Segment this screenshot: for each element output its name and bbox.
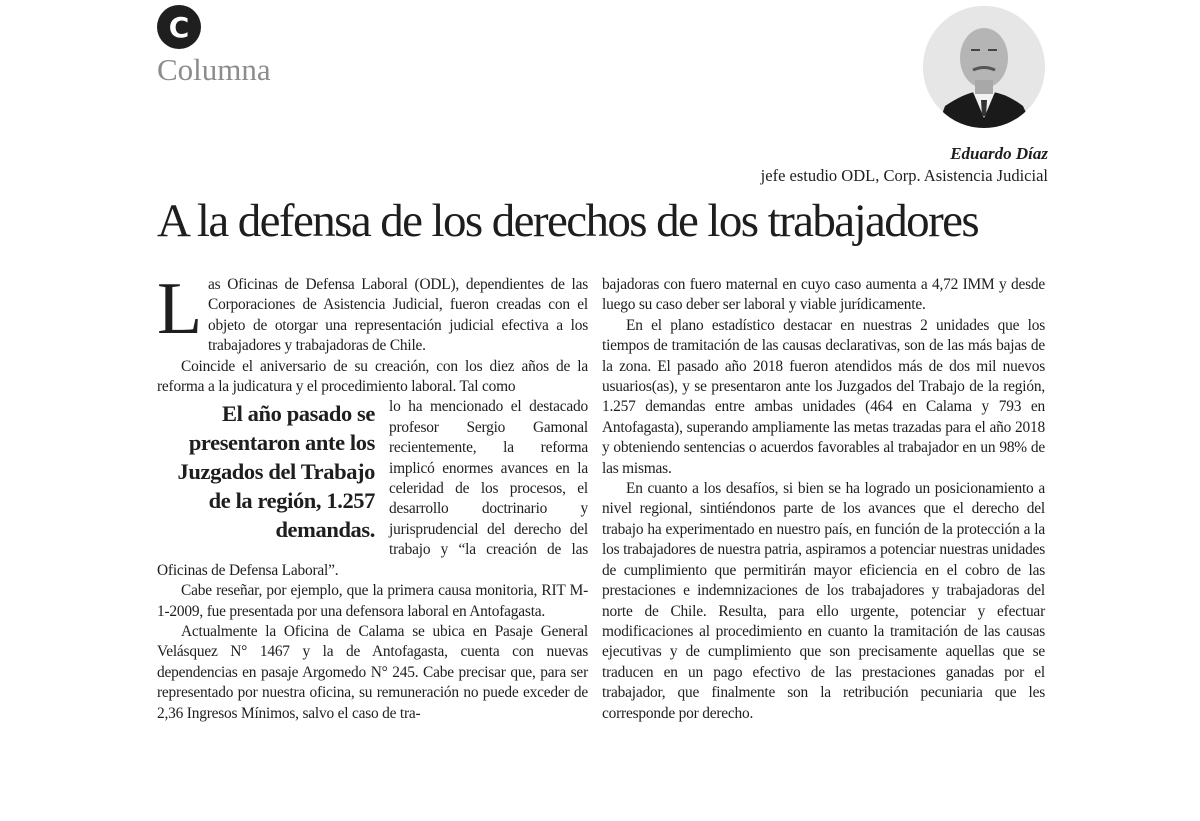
author-photo	[923, 6, 1045, 128]
byline	[761, 143, 1048, 187]
author-portrait-icon	[923, 6, 1045, 128]
drop-cap: L	[157, 268, 203, 350]
author-role: jefe estudio ODL, Corp. Asistencia Judicial	[760, 166, 1048, 185]
section-label: Columna	[157, 52, 271, 87]
paragraph-6: En cuanto a los desafíos, si bien se ha logrado un posicionamiento a nivel regional, sintiéndonos parte de los avances que el derecho del trabajo ha experimentado en nuestro país, en función de la protección a la los trabajadores de nuestra patria, aspiramos a potenciar nuestras unidades de cumplimiento que permitirán mayor eficiencia en el cobro de las prestaciones e indemnizaciones de los trabajadores y trabajadoras del norte de Chile. Resulta, para ello urgente, potenciar y efectuar modificaciones al procedimiento en cuanto la tramitación de las causas ejecutivas y de cumplimiento que son precisamente aquellas que se traducen en un pago efectivo de las prestaciones ganadas por el trabajador, que finalmente son la retribución pecuniaria que les corresponde por derecho.	[602, 480, 1045, 722]
article-column-1	[157, 268, 588, 724]
pull-quote: El año pasado se presentaron ante los Juzgados del Trabajo de la región, 1.257 demandas.	[177, 401, 375, 543]
badge-letter: C	[168, 10, 190, 44]
paragraph-3: Cabe reseñar, por ejemplo, que la primera causa monitoria, RIT M-1-2009, fue presentada por una defensora laboral en Antofagasta.	[157, 582, 588, 620]
column-badge	[157, 5, 201, 49]
paragraph-2-continued: lo ha mencionado el destacado profesor Sergio Gamonal recientemente, la reforma implicó enormes avances en la celeridad de los procesos, el desarrollo doctrinario y jurisprudencial del derecho del trabajo y “la creación de las Oficinas de Defensa Laboral”.	[157, 398, 588, 579]
paragraph-5: En el plano estadístico destacar en nuestras 2 unidades que los tiempos de tramitación de las causas declarativas, son de las más bajas de la zona. El pasado año 2018 fueron atendidos más de dos mil nuevos usuarios(as), y se presentaron ante los Juzgados del Trabajo de la región, 1.257 demandas entre ambas unidades (464 en Calama y 793 en Antofagasta), superando ampliamente las metas trazadas para el año 2018 y obteniendo sentencias o acuerdos favorables al trabajador en un 98% de las mismas.	[602, 316, 1045, 477]
author-name: Eduardo Díaz	[950, 144, 1048, 163]
paragraph-4-continued: bajadoras con fuero maternal en cuyo caso aumenta a 4,72 IMM y desde luego su caso deber ser laboral y viable jurídicamente.	[602, 276, 1045, 314]
paragraph-2: Coincide el aniversario de su creación, con los diez años de la reforma a la judicatura y el procedimiento laboral. Tal como	[157, 357, 588, 396]
article-column-2	[602, 275, 1045, 724]
article-title: A la defensa de los derechos de los trabajadores	[157, 195, 979, 247]
paragraph-1: Las Oficinas de Defensa Laboral (ODL), dependientes de las Corporaciones de Asistencia Judicial, fueron creadas con el objeto de otorgar una representación judicial efectiva a los trabajadores y trabajadoras de Chile.	[157, 268, 588, 355]
pullquote-block	[157, 397, 588, 581]
paragraph-4: Actualmente la Oficina de Calama se ubica en Pasaje General Velásquez N° 1467 y la de Antofagasta, cuenta con nuevas dependencias en pasaje Argomedo N° 245. Cabe precisar que, para ser representado por nuestra oficina, su remuneración no puede exceder de 2,36 Ingresos Mínimos, salvo el caso de tra-	[157, 622, 588, 722]
